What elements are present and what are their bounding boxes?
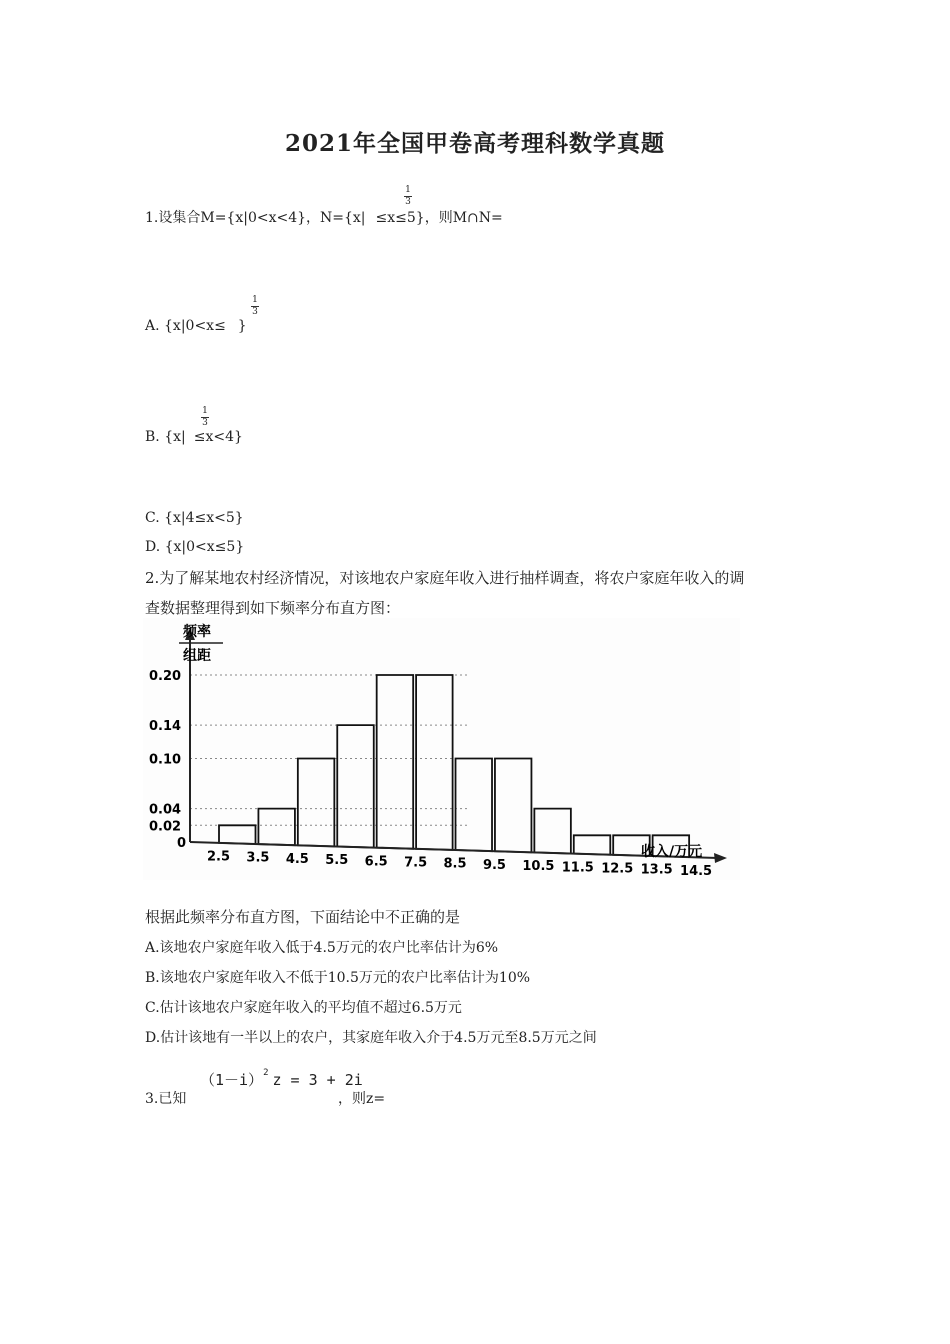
frequency-histogram (143, 618, 740, 880)
histogram-bar (337, 725, 374, 847)
y-tick-label: 0 (177, 836, 187, 851)
q2-option-d: D.估计该地有一半以上的农户，其家庭年收入介于4.5万元至8.5万元之间 (145, 1030, 597, 1046)
x-tick-label: 7.5 (404, 855, 428, 871)
histogram-bar (416, 675, 453, 850)
y-axis-label-top: 频率 (183, 624, 211, 640)
x-axis-label: 收入/万元 (641, 844, 703, 860)
q1-option-a-fraction: 1 3 (252, 295, 258, 317)
y-tick-label: 0.02 (149, 819, 182, 835)
x-tick-label: 6.5 (364, 854, 388, 870)
histogram-bar (377, 675, 414, 849)
x-axis-arrow (714, 853, 727, 863)
y-axis-label-bottom: 组距 (183, 648, 211, 664)
x-tick-label: 14.5 (680, 863, 713, 879)
x-tick-label: 13.5 (640, 862, 673, 878)
q2-stem-line1: 2.为了解某地农村经济情况，对该地农户家庭年收入进行抽样调查，将农户家庭年收入的调 (145, 569, 745, 587)
q1-option-a: A. {x|0<x≤ } (145, 318, 247, 334)
y-tick-labels (149, 669, 186, 851)
x-tick-labels (207, 850, 712, 879)
histogram-bar (258, 809, 295, 846)
q1-stem: 1.设集合M={x|0<x<4}，N={x| ≤x≤5}，则M∩N= (145, 210, 503, 226)
y-tick-label: 0.20 (149, 669, 182, 684)
histogram-bar (456, 759, 493, 852)
q3-formula: $(1-i)^2$ z = 3 + 2i (200, 1068, 363, 1089)
y-tick-label: 0.14 (149, 719, 182, 735)
q1-option-d: D. {x|0<x≤5} (145, 539, 245, 555)
x-tick-label: 9.5 (482, 857, 506, 873)
q3-stem-prefix: 3.已知 (145, 1091, 187, 1107)
histogram-gridlines (190, 675, 467, 825)
x-tick-label: 10.5 (522, 859, 555, 875)
q1-option-b-fraction: 1 3 (202, 406, 208, 428)
page-title: 2021年全国甲卷高考理科数学真题 (284, 130, 665, 157)
histogram-bar (219, 825, 256, 844)
x-tick-label: 12.5 (601, 861, 634, 877)
x-tick-label: 4.5 (285, 851, 309, 867)
histogram-bar (534, 809, 571, 854)
histogram-bar (298, 759, 335, 847)
histogram-bars (219, 675, 689, 857)
q2-option-c: C.估计该地农户家庭年收入的平均值不超过6.5万元 (145, 1000, 462, 1016)
q2-prompt: 根据此频率分布直方图，下面结论中不正确的是 (145, 908, 461, 926)
q2-option-a: A.该地农户家庭年收入低于4.5万元的农户比率估计为6% (145, 940, 499, 956)
q2-option-b: B.该地农户家庭年收入不低于10.5万元的农户比率估计为10% (145, 970, 531, 986)
histogram-bar (574, 835, 611, 854)
y-tick-label: 0.04 (149, 802, 182, 818)
y-tick-label: 0.10 (149, 752, 182, 768)
x-tick-label: 11.5 (561, 860, 594, 876)
q3-stem-suffix: ，则z= (338, 1091, 386, 1107)
histogram-bar (495, 759, 532, 853)
x-tick-label: 3.5 (246, 850, 270, 866)
q1-option-b: B. {x| ≤x<4} (145, 429, 243, 445)
x-tick-label: 5.5 (325, 853, 349, 869)
x-tick-label: 2.5 (207, 849, 231, 865)
q2-stem-line2: 查数据整理得到如下频率分布直方图： (145, 599, 401, 617)
x-tick-label: 8.5 (443, 856, 467, 872)
q1-fraction: 1 3 (405, 185, 411, 207)
q1-option-c: C. {x|4≤x<5} (145, 510, 244, 526)
